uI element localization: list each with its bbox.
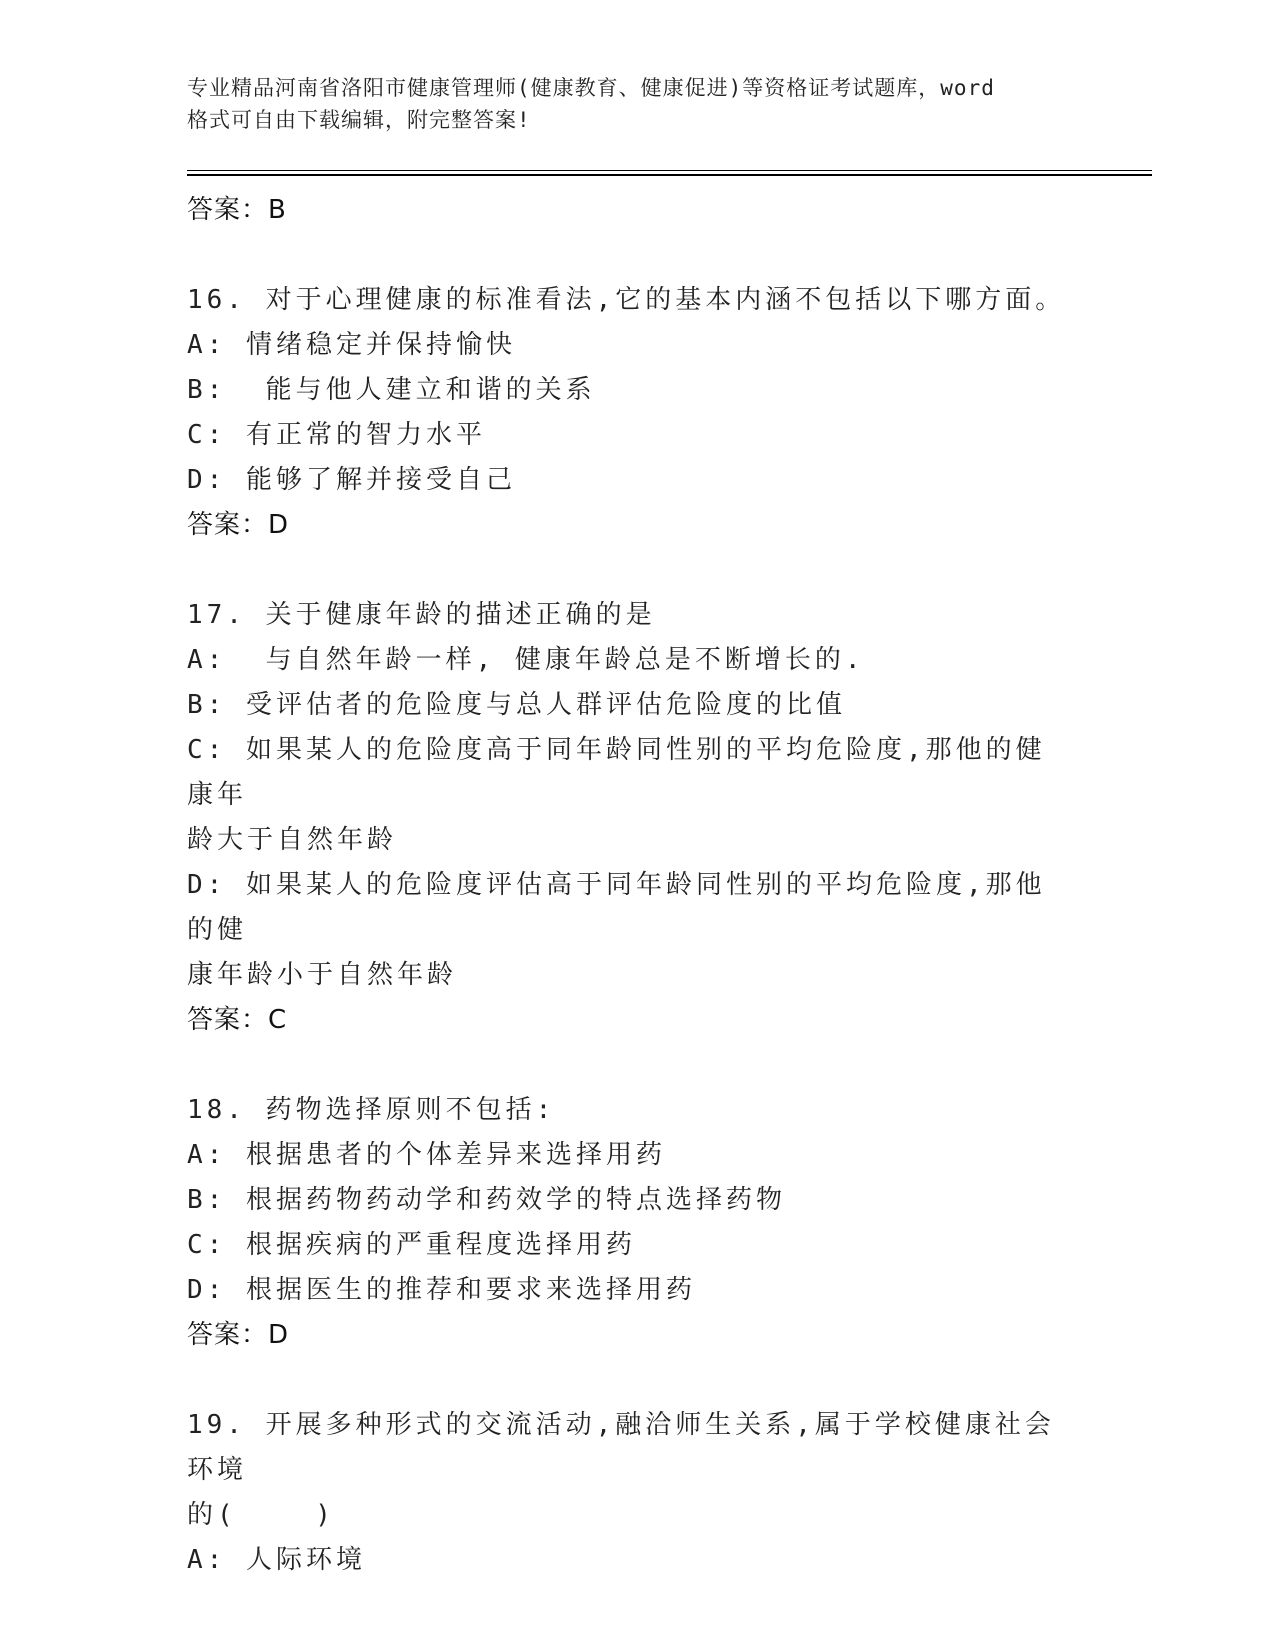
header-divider-thick: [187, 174, 1152, 176]
question-stem: 16. 对于心理健康的标准看法,它的基本内涵不包括以下哪方面。: [187, 285, 1066, 315]
option-c: C: 有正常的智力水平: [187, 420, 486, 450]
option-d: D: 能够了解并接受自己: [187, 465, 516, 495]
option-b: B: 能与他人建立和谐的关系: [187, 375, 596, 405]
question-block-17: [187, 593, 1067, 1042]
option-b: B: 受评估者的危险度与总人群评估危险度的比值: [187, 690, 846, 720]
option-b: B: 根据药物药动学和药效学的特点选择药物: [187, 1185, 786, 1215]
header-line-1: 专业精品河南省洛阳市健康管理师(健康教育、健康促进)等资格证考试题库，word: [187, 76, 995, 100]
question-stem: 17. 关于健康年龄的描述正确的是: [187, 600, 656, 630]
option-c: C: 根据疾病的严重程度选择用药: [187, 1230, 636, 1260]
answer-label: 答案：D: [187, 510, 290, 540]
option-d-continued: 康年龄小于自然年龄: [187, 960, 458, 990]
option-d: D: 根据医生的推荐和要求来选择用药: [187, 1275, 696, 1305]
question-stem: 18. 药物选择原则不包括:: [187, 1095, 556, 1125]
option-a: A: 情绪稳定并保持愉快: [187, 330, 516, 360]
question-stem: 19. 开展多种形式的交流活动,融洽师生关系,属于学校健康社会环境: [187, 1410, 1055, 1485]
header-divider-thin: [187, 170, 1152, 171]
question-block-18: [187, 1088, 1067, 1357]
option-d: D: 如果某人的危险度评估高于同年龄同性别的平均危险度,那他的健: [187, 870, 1046, 945]
question-list: [187, 188, 1067, 1583]
page-header: [187, 72, 1087, 136]
question-stem-continued: 的( ): [187, 1500, 335, 1530]
option-c-continued: 龄大于自然年龄: [187, 825, 398, 855]
question-block-19: [187, 1403, 1067, 1583]
option-a: A: 人际环境: [187, 1545, 366, 1575]
question-block-16: [187, 278, 1067, 547]
previous-answer: 答案：B: [187, 195, 287, 225]
option-a: A: 根据患者的个体差异来选择用药: [187, 1140, 666, 1170]
header-line-2: 格式可自由下载编辑，附完整答案!: [187, 108, 531, 132]
option-a: A: 与自然年龄一样, 健康年龄总是不断增长的.: [187, 645, 865, 675]
answer-label: 答案：D: [187, 1320, 290, 1350]
answer-label: 答案：C: [187, 1005, 288, 1035]
option-c: C: 如果某人的危险度高于同年龄同性别的平均危险度,那他的健康年: [187, 735, 1046, 810]
